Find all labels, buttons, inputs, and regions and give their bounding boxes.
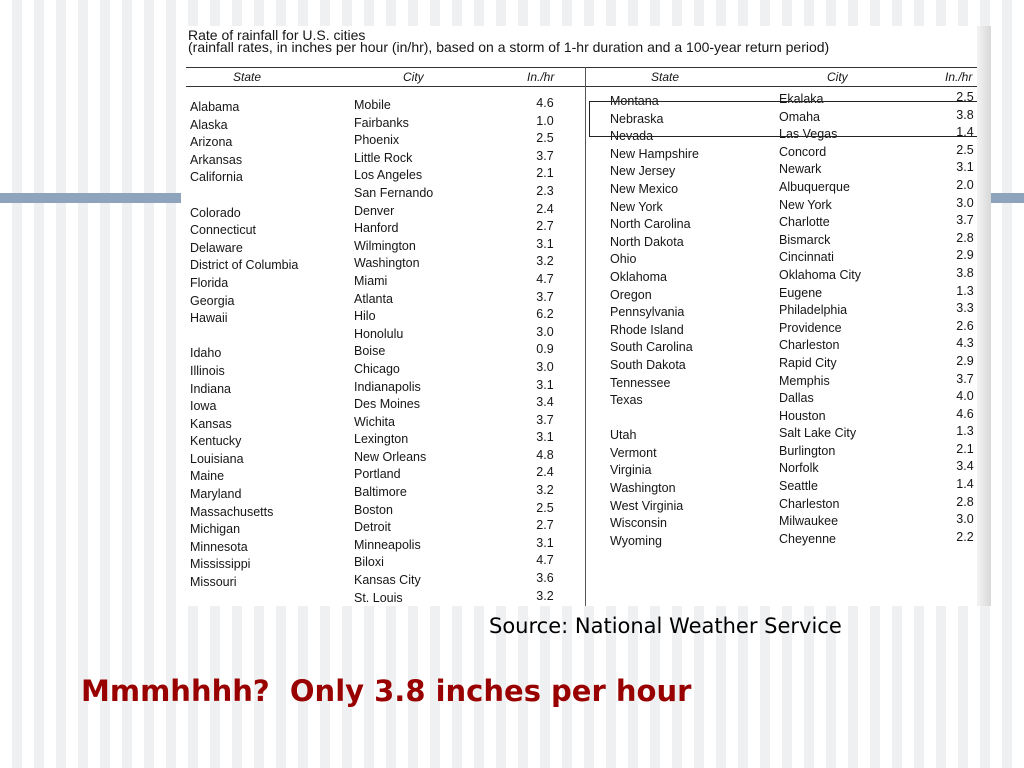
accent-bar-right <box>990 193 1024 203</box>
city-cell: Houston <box>779 408 826 423</box>
city-cell: Rapid City <box>779 355 837 370</box>
city-cell: Eugene <box>779 285 823 300</box>
city-cell: Norfolk <box>779 461 819 476</box>
city-cell: Fairbanks <box>354 115 409 130</box>
state-cell: North Dakota <box>610 234 684 249</box>
city-cell: Bismarck <box>779 232 831 247</box>
state-cell: West Virginia <box>610 498 684 513</box>
city-cell: Little Rock <box>354 150 413 165</box>
state-cell: Vermont <box>610 445 657 460</box>
city-cell: Lexington <box>354 432 409 447</box>
city-cell: Omaha <box>779 109 820 124</box>
right-state-column <box>610 93 699 550</box>
rate-cell: 3.0 <box>536 359 554 374</box>
state-cell: Arizona <box>190 135 233 150</box>
city-cell: St. Louis <box>354 590 403 605</box>
rate-cell: 1.4 <box>956 477 974 492</box>
rate-cell: 2.3 <box>536 183 554 198</box>
state-cell: North Carolina <box>610 217 691 232</box>
city-cell: New York <box>779 197 832 212</box>
state-cell: Indiana <box>190 381 232 396</box>
city-cell: San Fernando <box>354 185 434 200</box>
city-cell: Hilo <box>354 309 376 324</box>
state-cell: Texas <box>610 393 643 408</box>
rate-cell: 3.1 <box>956 160 974 175</box>
rate-cell: 2.4 <box>536 465 554 480</box>
rate-cell: 3.7 <box>956 213 974 228</box>
state-cell: New Jersey <box>610 164 676 179</box>
city-cell: Baltimore <box>354 485 407 500</box>
city-cell: Memphis <box>779 373 830 388</box>
rate-cell: 3.7 <box>956 371 974 386</box>
rate-cell: 3.7 <box>536 148 554 163</box>
rate-cell: 1.3 <box>956 283 974 298</box>
state-cell: Illinois <box>190 363 225 378</box>
city-cell: Dallas <box>779 391 814 406</box>
left-rate-column <box>528 95 562 605</box>
city-cell: Philadelphia <box>779 303 848 318</box>
state-cell: South Carolina <box>610 340 693 355</box>
rate-cell: 3.2 <box>536 483 554 498</box>
city-cell: Chicago <box>354 361 400 376</box>
state-cell: Idaho <box>190 346 222 361</box>
city-cell: Milwaukee <box>779 514 839 529</box>
rate-cell: 3.6 <box>536 571 554 586</box>
highlight-box-nebraska <box>589 101 984 137</box>
city-cell: Des Moines <box>354 397 420 412</box>
rate-cell: 3.1 <box>536 236 554 251</box>
header-city-left: City <box>403 70 424 84</box>
city-cell: Oklahoma City <box>779 267 861 282</box>
rate-cell: 1.3 <box>956 424 974 439</box>
state-cell: Missouri <box>190 575 237 590</box>
city-cell: Phoenix <box>354 133 400 148</box>
state-cell: Kansas <box>190 416 232 431</box>
rate-cell: 1.0 <box>536 113 554 128</box>
rate-cell: 0.9 <box>536 342 554 357</box>
city-cell: Indianapolis <box>354 379 421 394</box>
city-cell: Wilmington <box>354 238 416 253</box>
city-cell: Cincinnati <box>779 250 834 265</box>
city-cell: Atlanta <box>354 291 393 306</box>
city-cell: Boise <box>354 344 386 359</box>
rate-cell: 2.5 <box>536 131 554 146</box>
state-cell: New Mexico <box>610 181 679 196</box>
rate-cell: 3.4 <box>956 459 974 474</box>
rate-cell: 3.0 <box>536 324 554 339</box>
rate-cell: 3.7 <box>536 412 554 427</box>
table-subtitle: (rainfall rates, in inches per hour (in/hr), based on a storm of 1-hr duration and a 100-year return period) <box>188 39 830 55</box>
scanned-table-image <box>181 26 991 606</box>
city-cell: Boston <box>354 502 393 517</box>
city-cell: Charleston <box>779 496 840 511</box>
state-cell: New York <box>610 199 663 214</box>
rate-cell: 3.1 <box>536 430 554 445</box>
rate-cell: 2.7 <box>536 219 554 234</box>
state-cell: Wisconsin <box>610 516 667 531</box>
city-cell: Burlington <box>779 443 836 458</box>
city-cell: Los Angeles <box>354 168 423 183</box>
state-cell: Massachusetts <box>190 504 274 519</box>
rate-cell: 4.8 <box>536 447 554 462</box>
column-divider <box>585 67 586 606</box>
state-cell: Nebraska <box>610 111 664 126</box>
rate-cell: 2.6 <box>956 318 974 333</box>
rate-cell: 2.2 <box>956 529 974 544</box>
rate-cell: 3.0 <box>956 512 974 527</box>
state-cell: New Hampshire <box>610 146 699 161</box>
state-cell: Mississippi <box>190 557 251 572</box>
state-cell: Utah <box>610 428 637 443</box>
city-cell: Mobile <box>354 98 391 112</box>
city-cell: Minneapolis <box>354 537 421 552</box>
rate-cell: 2.7 <box>536 518 554 533</box>
state-cell: Alaska <box>190 117 228 132</box>
city-cell: Salt Lake City <box>779 426 857 441</box>
state-cell: District of Columbia <box>190 258 299 273</box>
header-rule-top <box>186 67 981 68</box>
rate-cell: 2.5 <box>956 142 974 157</box>
rate-cell: 2.9 <box>956 353 974 368</box>
city-cell: Washington <box>354 256 420 271</box>
state-cell: Iowa <box>190 399 217 414</box>
rate-cell: 2.8 <box>956 230 974 245</box>
rate-cell: 3.7 <box>536 289 554 304</box>
state-cell <box>190 328 298 346</box>
state-cell: Alabama <box>190 100 240 114</box>
scan-page-edge <box>977 26 991 606</box>
table-title: Rate of rainfall for U.S. cities <box>188 27 366 43</box>
rate-cell: 1.4 <box>956 125 974 140</box>
rate-cell: 3.2 <box>536 588 554 603</box>
city-cell: Hanford <box>354 221 399 236</box>
state-cell: Hawaii <box>190 311 228 326</box>
header-state-left: State <box>233 70 262 84</box>
rate-cell: 3.8 <box>956 265 974 280</box>
rate-cell: 4.3 <box>956 336 974 351</box>
header-city-right: City <box>827 70 848 84</box>
header-rate-right: In./hr <box>945 70 973 84</box>
city-cell: Cheyenne <box>779 531 836 546</box>
slide-caption: Mmmhhhh? Only 3.8 inches per hour <box>81 674 692 708</box>
state-cell: Maryland <box>190 487 242 502</box>
city-cell: Miami <box>354 273 388 288</box>
city-cell: Albuquerque <box>779 179 850 194</box>
rate-cell: 2.5 <box>956 90 974 104</box>
city-cell: Charleston <box>779 338 840 353</box>
state-cell: Arkansas <box>190 152 243 167</box>
state-cell: Louisiana <box>190 451 244 466</box>
city-cell: Newark <box>779 162 822 177</box>
rate-cell: 3.8 <box>956 107 974 122</box>
state-cell: Oregon <box>610 287 652 302</box>
state-cell: Connecticut <box>190 223 257 238</box>
left-state-column <box>190 99 298 592</box>
city-cell: Kansas City <box>354 573 421 588</box>
rate-cell: 2.5 <box>536 500 554 515</box>
rate-cell: 3.1 <box>536 377 554 392</box>
state-cell <box>610 410 699 428</box>
rate-cell: 3.4 <box>536 395 554 410</box>
state-cell: Rhode Island <box>610 322 684 337</box>
accent-bar-left <box>0 193 182 203</box>
rate-cell: 6.2 <box>536 307 554 322</box>
header-state-right: State <box>651 70 680 84</box>
city-cell: Biloxi <box>354 555 384 570</box>
state-cell: Ohio <box>610 252 637 267</box>
rate-cell: 2.9 <box>956 248 974 263</box>
rate-cell: 2.1 <box>956 441 974 456</box>
rate-cell: 3.2 <box>536 254 554 269</box>
rate-cell: 4.6 <box>956 406 974 421</box>
state-cell: Delaware <box>190 240 243 255</box>
header-rule-bottom <box>186 86 981 87</box>
source-credit: Source: National Weather Service <box>489 614 842 638</box>
city-cell: New Orleans <box>354 449 427 464</box>
rate-cell: 3.3 <box>956 301 974 316</box>
state-cell <box>190 187 298 205</box>
city-cell: Concord <box>779 144 827 159</box>
rate-cell: 4.6 <box>536 96 554 110</box>
rate-cell: 4.7 <box>536 553 554 568</box>
state-cell: Oklahoma <box>610 269 667 284</box>
rate-cell: 3.1 <box>536 535 554 550</box>
state-cell: Pennsylvania <box>610 305 685 320</box>
city-cell: Honolulu <box>354 326 404 341</box>
city-cell: Las Vegas <box>779 127 838 142</box>
rate-cell: 3.0 <box>956 195 974 210</box>
rate-cell: 2.1 <box>536 166 554 181</box>
state-cell: Colorado <box>190 205 241 220</box>
state-cell: Montana <box>610 94 659 108</box>
city-cell: Denver <box>354 203 395 218</box>
state-cell: Kentucky <box>190 434 242 449</box>
city-cell: Portland <box>354 467 401 482</box>
city-cell: Detroit <box>354 520 391 535</box>
state-cell: South Dakota <box>610 357 686 372</box>
state-cell: Georgia <box>190 293 235 308</box>
city-cell: Seattle <box>779 479 818 494</box>
rate-cell: 2.0 <box>956 177 974 192</box>
state-cell: Virginia <box>610 463 652 478</box>
rate-cell: 4.0 <box>956 389 974 404</box>
city-cell: Ekalaka <box>779 92 824 106</box>
state-cell: Wyoming <box>610 533 662 548</box>
state-cell: Nevada <box>610 129 654 144</box>
header-rate-left: In./hr <box>527 70 555 84</box>
state-cell: California <box>190 170 243 185</box>
rate-cell: 2.8 <box>956 494 974 509</box>
state-cell: Maine <box>190 469 225 484</box>
left-city-column <box>354 97 433 606</box>
state-cell: Tennessee <box>610 375 671 390</box>
state-cell: Michigan <box>190 522 241 537</box>
city-cell: Charlotte <box>779 215 830 230</box>
state-cell: Minnesota <box>190 539 248 554</box>
right-city-column <box>779 91 861 548</box>
city-cell: Wichita <box>354 414 395 429</box>
state-cell: Washington <box>610 481 676 496</box>
city-cell: Providence <box>779 320 842 335</box>
state-cell: Florida <box>190 275 229 290</box>
rate-cell: 4.7 <box>536 271 554 286</box>
rate-cell: 2.4 <box>536 201 554 216</box>
